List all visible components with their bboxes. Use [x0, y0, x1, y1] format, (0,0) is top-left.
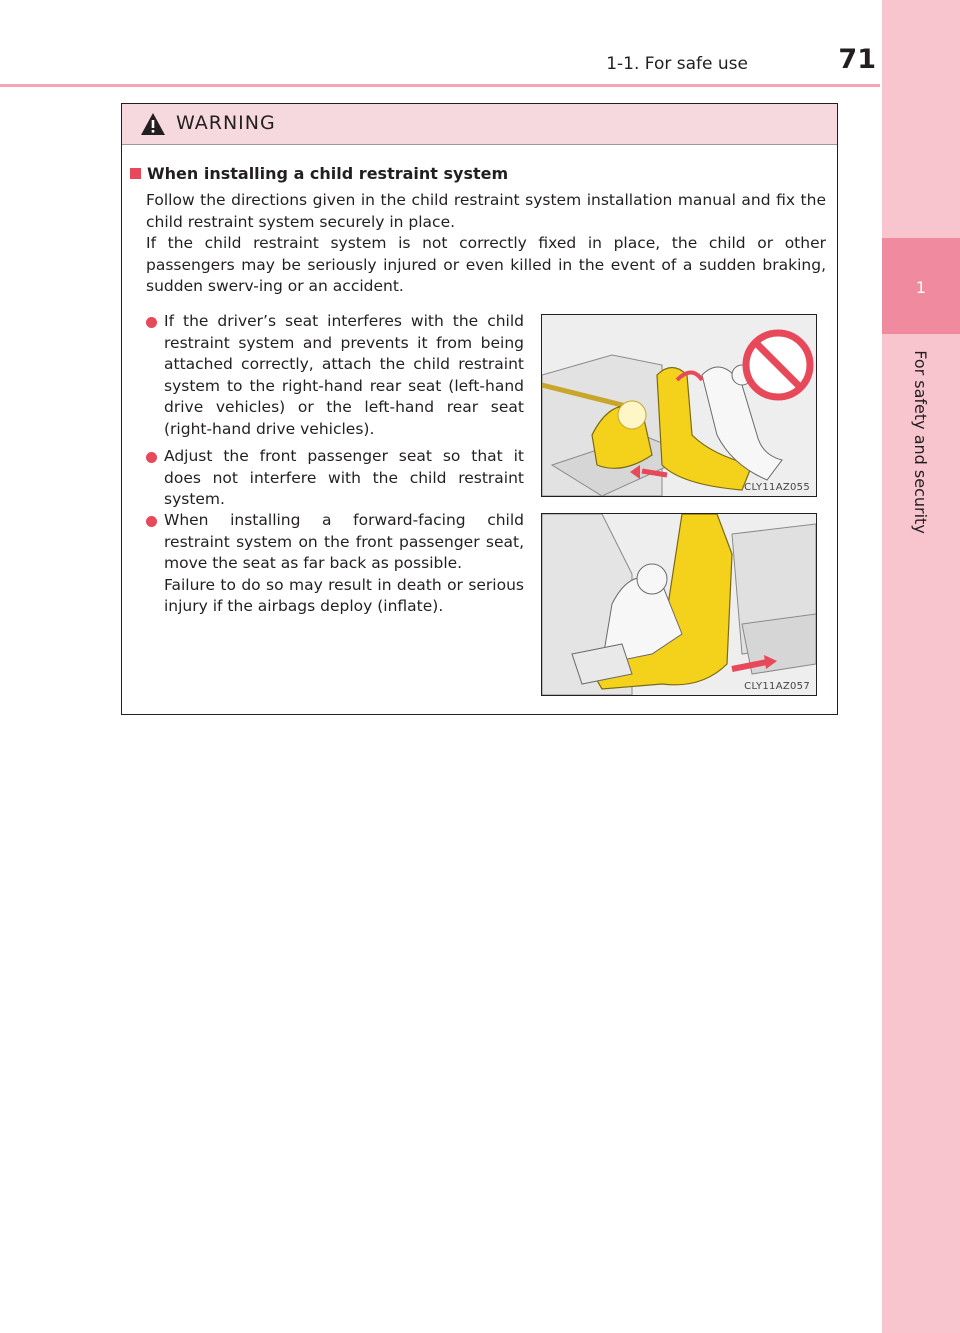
figure-code: CLY11AZ057 [744, 681, 810, 692]
consequence-paragraph: If the child restraint system is not correctly fixed in place, the child or other passengers may be seriously injured or even killed in the event of a sudden braking, sudden swerv-ing or an accident. [146, 234, 826, 295]
section-heading [130, 164, 508, 183]
warning-title: WARNING [176, 112, 276, 134]
bullet-item [146, 446, 524, 511]
header-divider [0, 84, 880, 87]
warning-box [121, 103, 838, 715]
chapter-number: 1 [882, 238, 960, 334]
warning-header [122, 104, 837, 145]
bullet-text-line: When installing a forward-facing child restraint system on the front passenger seat, move the seat as far back as possible. [164, 511, 524, 572]
rear-facing-seat-drawing [542, 315, 816, 496]
chapter-side-tab [882, 0, 960, 1333]
circle-bullet-icon [146, 317, 157, 328]
forward-facing-seat-drawing [542, 514, 816, 695]
figure-code: CLY11AZ055 [744, 482, 810, 493]
circle-bullet-icon [146, 452, 157, 463]
bullet-text: If the driver’s seat interferes with the child restraint system and prevents it from being attached correctly, attach the child restraint system to the right-hand rear seat (left-hand drive vehicles) or the left-hand rear seat (right-hand drive vehicles). [164, 312, 524, 438]
square-bullet-icon [130, 168, 141, 179]
instruction-paragraph: Follow the directions given in the child restraint system installation manual and fix the child restraint system securely in place. [146, 191, 826, 231]
bullet-item [146, 510, 524, 618]
circle-bullet-icon [146, 516, 157, 527]
bullet-item [146, 311, 524, 440]
illustration-rear-facing-seat [541, 314, 817, 497]
chapter-label: For safety and security [911, 350, 930, 534]
warning-triangle-icon [140, 112, 166, 136]
page-number: 71 [838, 44, 876, 75]
section-title: 1-1. For safe use [606, 54, 748, 74]
bullet-text: Adjust the front passenger seat so that it does not interfere with the child restraint system. [164, 447, 524, 508]
bullet-text-line: Failure to do so may result in death or serious injury if the airbags deploy (inflate). [164, 575, 524, 615]
illustration-forward-facing-seat [541, 513, 817, 696]
section-heading-text: When installing a child restraint system [147, 164, 509, 183]
bullet-text [164, 510, 524, 618]
